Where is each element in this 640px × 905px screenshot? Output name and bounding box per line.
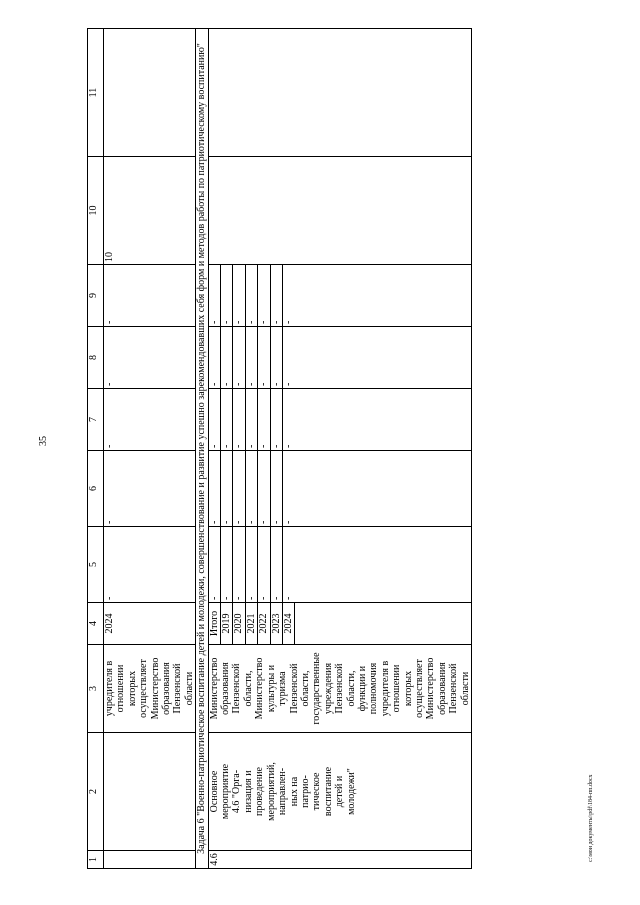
footer-file-path: c:\мои документы\pdf\184-пп.docx [588, 774, 594, 862]
executor-line: осуществляет [138, 659, 150, 718]
executor-line: культуры и [265, 664, 277, 713]
activity-line: проведение [254, 767, 266, 816]
executor-line: образования [436, 662, 448, 715]
header-cell-4: 4 [88, 603, 104, 645]
cont-col9: - [104, 265, 196, 327]
header-row [88, 29, 104, 869]
executor-line: Пензенской [288, 663, 300, 714]
activity-line: молодежи" [345, 768, 357, 815]
col7-value: - [209, 389, 221, 450]
rotated-table-wrapper [87, 29, 587, 869]
cont-col5: - [104, 527, 196, 603]
activity-line: 4.6 "Орга- [231, 769, 243, 814]
executor-line: государственные [311, 652, 323, 725]
program-table [87, 28, 472, 869]
col9-value: - [246, 265, 258, 326]
activity-line: ных на [288, 776, 300, 807]
col6-value: - [258, 451, 270, 526]
year-value: 2024 [283, 603, 295, 644]
year-value: 2020 [233, 603, 245, 644]
col6-value: - [233, 451, 245, 526]
year-value: 2023 [271, 603, 283, 644]
task-row [196, 29, 208, 869]
col8-value: - [221, 327, 233, 388]
executor-line: Министерство [425, 657, 437, 720]
col8-value: - [246, 327, 258, 388]
page-number: 35 [38, 436, 49, 446]
col8-cell [208, 327, 471, 389]
col5-cell [208, 527, 471, 603]
executor-cell [208, 645, 471, 733]
executor-line: Министерство [149, 657, 161, 720]
col9-value: - [271, 265, 283, 326]
col8-value: - [209, 327, 221, 388]
cont-col6: - [104, 451, 196, 527]
col8-value: - [258, 327, 270, 388]
continuation-row [104, 29, 196, 869]
executor-line: которых [402, 670, 414, 707]
col5-value: - [258, 527, 270, 602]
col5-value: - [233, 527, 245, 602]
header-cell-10: 10 [88, 157, 104, 265]
executor-line: туризма [277, 671, 289, 706]
activity-line: низация и [242, 770, 254, 813]
col5-value: - [271, 527, 283, 602]
header-cell-3: 3 [88, 645, 104, 733]
col5-value: - [209, 527, 221, 602]
cont-number-cell [104, 851, 196, 869]
col9-value: - [221, 265, 233, 326]
header-cell-6: 6 [88, 451, 104, 527]
col7-cell [208, 389, 471, 451]
year-cell [208, 603, 471, 645]
col9-cell [208, 265, 471, 327]
col7-value: - [258, 389, 270, 450]
cont-col10: 10 [104, 157, 196, 265]
executor-line: Пензенской [172, 663, 184, 714]
col9-value: - [258, 265, 270, 326]
activity-line: мероприятий, [265, 762, 277, 821]
activity-line: Основное [208, 770, 220, 813]
executor-line: функции и [356, 665, 368, 712]
year-value: 2022 [258, 603, 270, 644]
col6-value: - [246, 451, 258, 526]
cont-executor-cell [104, 645, 196, 733]
year-value: Итого [209, 603, 221, 644]
executor-line: учредителя в [104, 660, 115, 717]
col7-value: - [283, 444, 294, 448]
header-cell-8: 8 [88, 327, 104, 389]
executor-line: Пензенской [334, 663, 346, 714]
executor-line: Министерство [208, 657, 220, 720]
executor-line: Пензенской [448, 663, 460, 714]
col9-value: - [209, 265, 221, 326]
year-value: 2019 [221, 603, 233, 644]
activity-line: детей и [334, 775, 346, 808]
col6-value: - [221, 451, 233, 526]
col7-value: - [221, 389, 233, 450]
row-4-6 [208, 29, 471, 869]
col5-value: - [246, 527, 258, 602]
executor-line: образования [220, 662, 232, 715]
col8-value: - [233, 327, 245, 388]
col6-cell [208, 451, 471, 527]
executor-line: полномочия [368, 662, 380, 715]
executor-line: которых [126, 670, 138, 707]
col8-value: - [283, 382, 294, 386]
activity-line: тическое [311, 772, 323, 811]
activity-line: патрио- [299, 775, 311, 808]
col6-value: - [209, 451, 221, 526]
executor-line: области [183, 671, 195, 706]
col8-value: - [271, 327, 283, 388]
executor-line: отношении [115, 664, 127, 713]
row-number: 4.6 [208, 851, 471, 869]
col6-value: - [283, 520, 294, 524]
executor-line: осуществляет [413, 659, 425, 718]
col10-cell [208, 157, 471, 265]
col7-value: - [233, 389, 245, 450]
activity-line: мероприятие [220, 763, 232, 820]
executor-line: области [459, 671, 471, 706]
executor-line: отношении [391, 664, 403, 713]
executor-line: области, [345, 670, 357, 707]
col11-cell [208, 29, 471, 157]
col5-value: - [283, 596, 294, 600]
header-cell-9: 9 [88, 265, 104, 327]
executor-line: Министерство [254, 657, 266, 720]
col5-value: - [221, 527, 233, 602]
activity-line: воспитание [322, 766, 334, 817]
cont-col8: - [104, 327, 196, 389]
executor-line: учредителя в [379, 660, 391, 717]
task-title: Задача 6 "Военно-патриотическое воспитание детей и молодежи, совершенствование и развитие успешно зарекомендовавших себя форм и методов работы по патриотическому воспитанию" [196, 29, 208, 869]
cont-activity-cell [104, 733, 196, 851]
year-value: 2021 [246, 603, 258, 644]
header-cell-5: 5 [88, 527, 104, 603]
activity-line: направлен- [277, 767, 289, 816]
executor-line: Пензенской [231, 663, 243, 714]
col6-value: - [271, 451, 283, 526]
header-cell-11: 11 [88, 29, 104, 157]
executor-line: учреждения [322, 662, 334, 715]
header-cell-1: 1 [88, 851, 104, 869]
executor-line: области, [299, 670, 311, 707]
header-cell-2: 2 [88, 733, 104, 851]
col7-value: - [246, 389, 258, 450]
activity-cell [208, 733, 471, 851]
header-cell-7: 7 [88, 389, 104, 451]
col9-value: - [233, 265, 245, 326]
col9-value: - [283, 320, 294, 324]
col7-value: - [271, 389, 283, 450]
executor-line: образования [161, 662, 173, 715]
cont-col11 [104, 29, 196, 157]
cont-col7: - [104, 389, 196, 451]
executor-line: области, [242, 670, 254, 707]
cont-year-cell: 2024 [104, 603, 196, 645]
